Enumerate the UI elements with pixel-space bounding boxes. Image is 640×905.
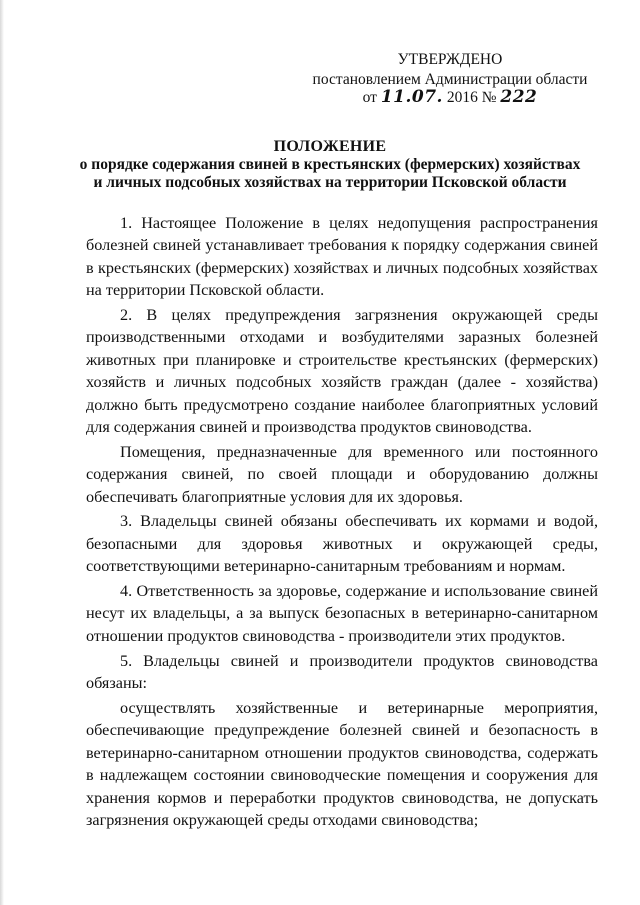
approval-date-line [300, 87, 600, 108]
year-number-label: 2016 № [446, 89, 497, 106]
document-title: ПОЛОЖЕНИЕ [273, 138, 387, 155]
document-subtitle-line2: и личных подсобных хозяйствах на территории Псковской области [93, 174, 567, 191]
paragraph-3: 3. Владельцы свиней обязаны обеспечивать их кормами и водой, безопасными для здоровья животных и окружающей среды, соответствующими ветеринарно-санитарным требованиям и нормам. [86, 512, 598, 576]
handwritten-date: 11.07. [380, 87, 443, 107]
scan-edge-shadow [0, 0, 4, 905]
paragraph-2: 2. В целях предупреждения загрязнения окружающей среды производственными отходами и возбудителями заразных болезней животных при планировке и строительстве крестьянских (фермерских) хозяйств и личных подсобных хозяйств граждан (далее - хозяйства) должно быть предусмотрено создание наиболее благоприятных условий для содержания свиней и производства продуктов свиноводства. [86, 306, 598, 437]
date-prefix: от [362, 89, 377, 106]
approval-decree-line: постановлением Администрации области [312, 71, 588, 88]
paragraph-premises: Помещения, предназначенные для временного или постоянного содержания свиней, по своей площади и оборудованию должны обеспечивать благоприятные условия для их здоровья. [86, 442, 598, 506]
document-subtitle-line1: о порядке содержания свиней в крестьянских (фермерских) хозяйствах [79, 156, 581, 173]
document-body [86, 212, 598, 834]
document-title-block [60, 138, 600, 192]
paragraph-5: 5. Владельцы свиней и производители продуктов свиноводства обязаны: [86, 651, 598, 693]
paragraph-4: 4. Ответственность за здоровье, содержание и использование свиней несут их владельцы, а за выпуск безопасных в ветеринарно-санитарном отношении продуктов свиноводства - производители этих продуктов. [86, 582, 598, 645]
paragraph-1: 1. Настоящее Положение в целях недопущения распространения болезней свиней устанавливает требования к порядку содержания свиней в крестьянских (фермерских) хозяйствах и личных подсобных хозяйствах на территории Псковской области. [86, 214, 598, 300]
approval-heading: УТВЕРЖДЕНО [397, 51, 503, 68]
paragraph-5-item-1: осуществлять хозяйственные и ветеринарные мероприятия, обеспечивающие предупреждение болезней свиней и безопасность в ветеринарно-санитарном отношении продуктов свиноводства, содержать в надлежащем состоянии свиноводческие помещения и сооружения для хранения кормов и переработки продуктов свиноводства, не допускать загрязнения окружающей среды отходами свиноводства; [86, 698, 598, 829]
handwritten-number: 222 [500, 87, 538, 107]
